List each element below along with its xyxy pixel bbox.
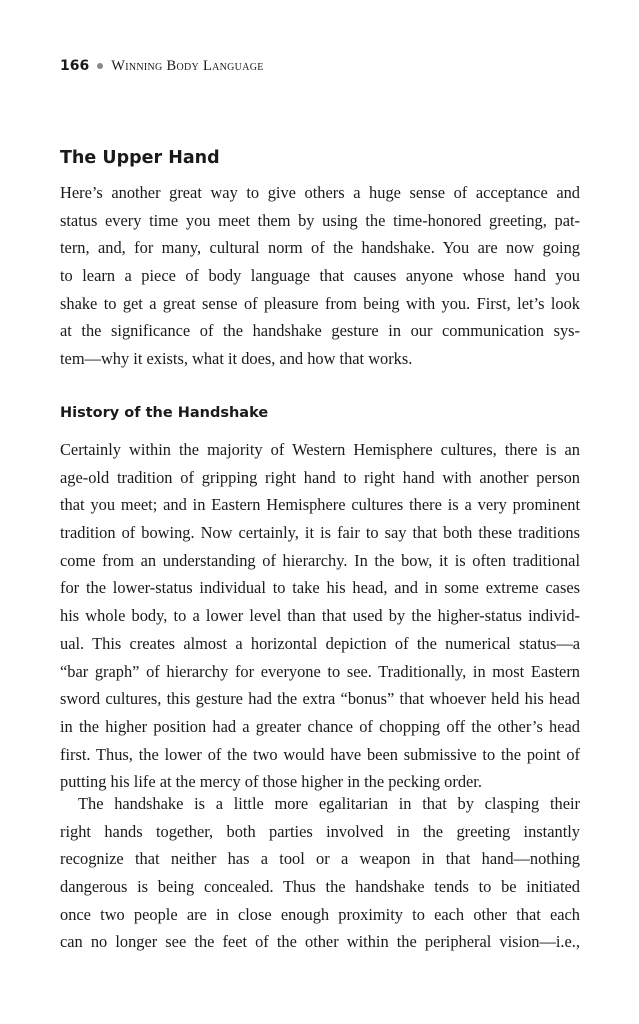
subsection-paragraph-1 [60,436,580,796]
text-line: come from an understanding of hierarchy. In the bow, it is often traditional [60,550,580,570]
text-line: Certainly within the majority of Western Hemisphere cultures, there is an [60,440,580,459]
text-line: for the lower-status individual to take his head, and in some extreme cases [60,578,580,598]
text-line: status every time you meet them by using the time-honored greeting, pat- [60,210,580,230]
text-line: The handshake is a little more egalitarian in that by clasping their [78,794,580,813]
text-line: in the higher position had a greater chance of chopping off the other’s head [60,716,580,736]
text-line: recognize that neither has a tool or a weapon in that hand—nothing [60,849,580,869]
text-line: his whole body, to a lower level than that used by the higher-status individ- [60,606,580,626]
text-line: tradition of bowing. Now certainly, it is fair to say that both these traditions [60,523,580,543]
text-line: shake to get a great sense of pleasure from being with you. First, let’s look [60,293,580,313]
text-line: tem—why it exists, what it does, and how that works. [60,349,413,369]
text-line: “bar graph” of hierarchy for everyone to see. Traditionally, in most Eastern [60,661,580,681]
text-line: can no longer see the feet of the other within the peripheral vision—i.e., [60,932,580,952]
text-line: first. Thus, the lower of the two would have been submissive to the point of [60,744,580,764]
text-line: right hands together, both parties involved in the greeting instantly [60,821,580,841]
subsection-heading: History of the Handshake [60,405,269,421]
text-line: ual. This creates almost a horizontal depiction of the numerical status—a [60,633,580,653]
text-line: at the significance of the handshake gesture in our communication sys- [60,321,580,341]
text-line: that you meet; and in Eastern Hemisphere cultures there is a very prominent [60,495,580,515]
book-title: Winning Body Language [111,58,264,74]
text-line: Here’s another great way to give others a huge sense of acceptance and [60,183,580,202]
text-line: age-old tradition of gripping right hand to right hand with another person [60,467,580,487]
running-header [60,58,264,75]
text-line: tern, and, for many, cultural norm of the handshake. You are now going [60,238,580,258]
page-number: 166 [60,58,90,74]
text-line: sword cultures, this gesture had the extra “bonus” that whoever held his head [60,689,580,709]
text-line: dangerous is being concealed. Thus the handshake tends to be initiated [60,877,580,897]
text-line: putting his life at the mercy of those higher in the pecking order. [60,772,482,792]
bullet-separator-icon [97,63,103,69]
subsection-paragraph-2 [60,790,580,956]
text-line: to learn a piece of body language that causes anyone whose hand you [60,266,580,286]
section-heading: The Upper Hand [60,148,220,168]
text-line: once two people are in close enough proximity to each other that each [60,904,580,924]
section-paragraph [60,179,580,373]
